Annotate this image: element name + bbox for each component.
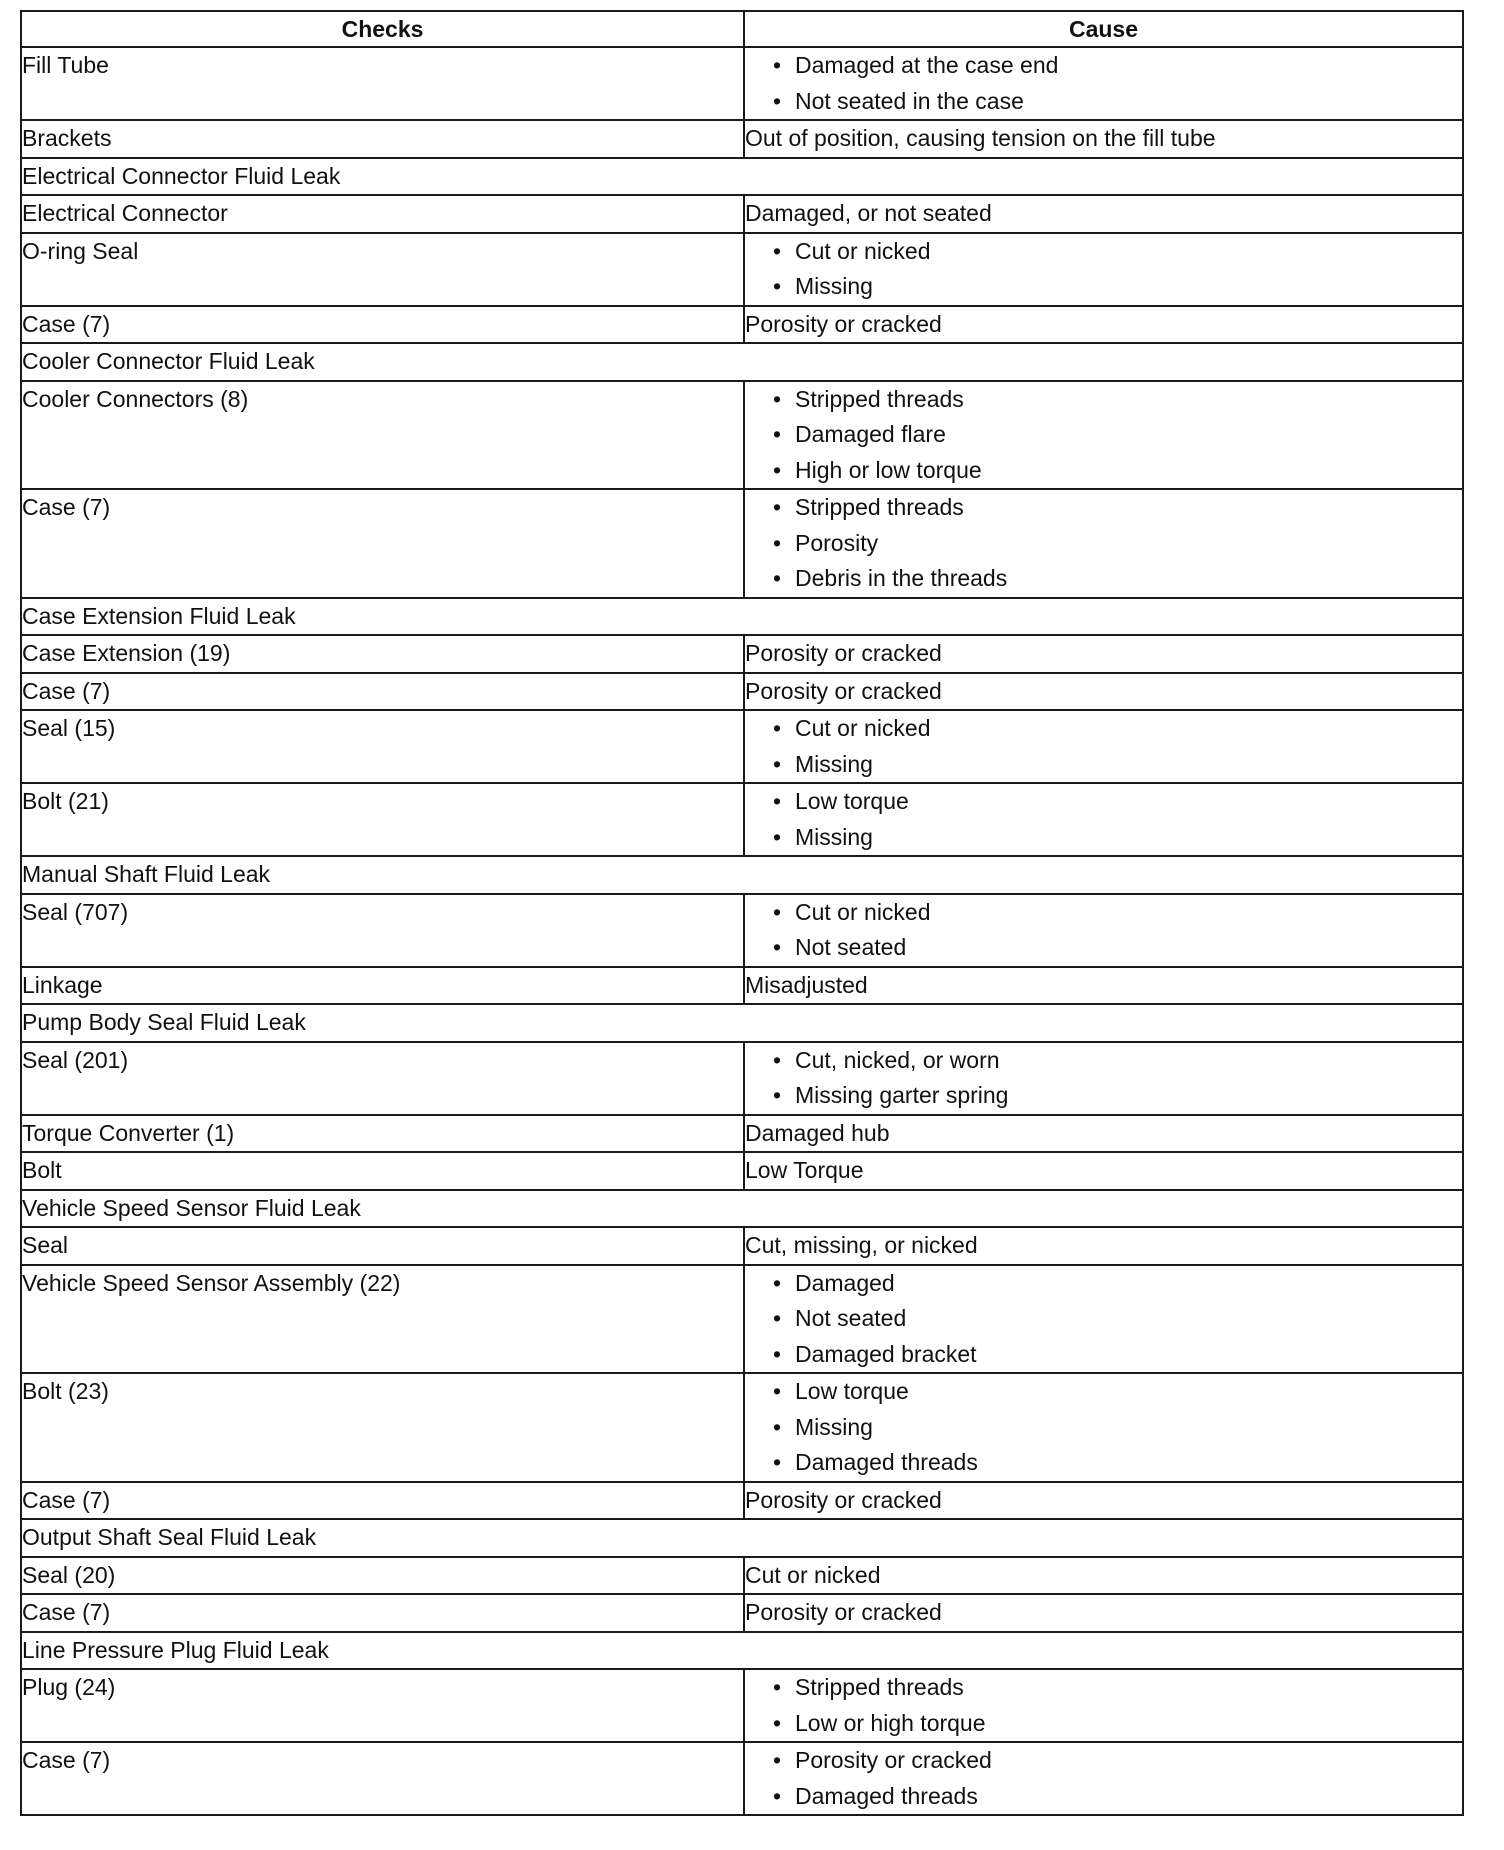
table-row — [21, 381, 1463, 490]
table-row — [21, 195, 1463, 233]
cause-list-item: • Damaged threads — [773, 1779, 1462, 1815]
cause-list-item: • Damaged at the case end — [773, 48, 1462, 84]
cause-list-item: • Not seated in the case — [773, 84, 1462, 120]
table-row — [21, 1594, 1463, 1632]
cause-list — [745, 1743, 1462, 1814]
cause-header: Cause — [744, 11, 1463, 47]
table-row — [21, 710, 1463, 783]
cause-list — [745, 895, 1462, 966]
table-row — [21, 1742, 1463, 1815]
cause-list-item: • Not seated — [773, 930, 1462, 966]
table-row — [21, 1042, 1463, 1115]
check-cell: Seal (20) — [21, 1557, 744, 1595]
check-cell: Case (7) — [21, 489, 744, 598]
cause-list-item: • Stripped threads — [773, 1670, 1462, 1706]
check-cell: Bolt (23) — [21, 1373, 744, 1482]
group-header-row — [21, 1190, 1463, 1228]
group-label: Electrical Connector Fluid Leak — [21, 158, 1463, 196]
cause-cell: Cut, missing, or nicked — [744, 1227, 1463, 1265]
check-cell: Brackets — [21, 120, 744, 158]
check-cell: Seal — [21, 1227, 744, 1265]
cause-list — [745, 1670, 1462, 1741]
cause-list-item: • Missing — [773, 820, 1462, 856]
check-cell: Seal (201) — [21, 1042, 744, 1115]
group-header-row — [21, 856, 1463, 894]
check-cell: Electrical Connector — [21, 195, 744, 233]
cause-list — [745, 48, 1462, 119]
cause-list-item: • Missing — [773, 269, 1462, 305]
cause-cell — [744, 381, 1463, 490]
table-row — [21, 673, 1463, 711]
check-cell: Vehicle Speed Sensor Assembly (22) — [21, 1265, 744, 1374]
table-row — [21, 120, 1463, 158]
cause-list — [745, 784, 1462, 855]
cause-cell: Porosity or cracked — [744, 1482, 1463, 1520]
diagnostic-table — [20, 10, 1464, 1816]
cause-list-item: • Missing garter spring — [773, 1078, 1462, 1114]
cause-cell — [744, 489, 1463, 598]
cause-list — [745, 382, 1462, 489]
cause-list-item: • Debris in the threads — [773, 561, 1462, 597]
cause-cell: Damaged, or not seated — [744, 195, 1463, 233]
group-label: Case Extension Fluid Leak — [21, 598, 1463, 636]
table-body — [21, 47, 1463, 1815]
table-row — [21, 233, 1463, 306]
cause-cell — [744, 710, 1463, 783]
table-row — [21, 306, 1463, 344]
check-cell: Fill Tube — [21, 47, 744, 120]
check-cell: Case (7) — [21, 1742, 744, 1815]
cause-list — [745, 1374, 1462, 1481]
check-cell: Plug (24) — [21, 1669, 744, 1742]
cause-cell — [744, 1042, 1463, 1115]
cause-cell — [744, 1669, 1463, 1742]
cause-cell: Low Torque — [744, 1152, 1463, 1190]
group-label: Line Pressure Plug Fluid Leak — [21, 1632, 1463, 1670]
table-row — [21, 1482, 1463, 1520]
cause-cell — [744, 1373, 1463, 1482]
cause-cell — [744, 1265, 1463, 1374]
checks-header: Checks — [21, 11, 744, 47]
check-cell: Linkage — [21, 967, 744, 1005]
cause-list-item: • Low or high torque — [773, 1706, 1462, 1742]
cause-cell: Porosity or cracked — [744, 673, 1463, 711]
cause-list-item: • Low torque — [773, 1374, 1462, 1410]
cause-list-item: • Cut or nicked — [773, 711, 1462, 747]
table-row — [21, 635, 1463, 673]
cause-cell — [744, 47, 1463, 120]
group-label: Cooler Connector Fluid Leak — [21, 343, 1463, 381]
cause-list-item: • Damaged flare — [773, 417, 1462, 453]
group-header-row — [21, 1632, 1463, 1670]
cause-cell — [744, 1742, 1463, 1815]
cause-list-item: • Not seated — [773, 1301, 1462, 1337]
check-cell: Case Extension (19) — [21, 635, 744, 673]
table-row — [21, 1265, 1463, 1374]
cause-cell — [744, 894, 1463, 967]
group-label: Output Shaft Seal Fluid Leak — [21, 1519, 1463, 1557]
table-row — [21, 783, 1463, 856]
table-row — [21, 1373, 1463, 1482]
cause-list-item: • Porosity — [773, 526, 1462, 562]
cause-cell — [744, 783, 1463, 856]
cause-list-item: • Porosity or cracked — [773, 1743, 1462, 1779]
header-row — [21, 11, 1463, 47]
table-row — [21, 1227, 1463, 1265]
cause-list-item: • Damaged threads — [773, 1445, 1462, 1481]
check-cell: Case (7) — [21, 306, 744, 344]
cause-list-item: • High or low torque — [773, 453, 1462, 489]
cause-cell: Porosity or cracked — [744, 1594, 1463, 1632]
table-row — [21, 47, 1463, 120]
cause-list-item: • Low torque — [773, 784, 1462, 820]
group-header-row — [21, 1519, 1463, 1557]
cause-list-item: • Stripped threads — [773, 382, 1462, 418]
cause-list-item: • Missing — [773, 747, 1462, 783]
table-row — [21, 1152, 1463, 1190]
cause-list-item: • Stripped threads — [773, 490, 1462, 526]
group-header-row — [21, 1004, 1463, 1042]
check-cell: Cooler Connectors (8) — [21, 381, 744, 490]
group-label: Pump Body Seal Fluid Leak — [21, 1004, 1463, 1042]
check-cell: Seal (15) — [21, 710, 744, 783]
cause-list — [745, 234, 1462, 305]
group-header-row — [21, 343, 1463, 381]
check-cell: Bolt (21) — [21, 783, 744, 856]
cause-list-item: • Cut or nicked — [773, 895, 1462, 931]
cause-list-item: • Damaged — [773, 1266, 1462, 1302]
cause-list — [745, 1043, 1462, 1114]
check-cell: Case (7) — [21, 673, 744, 711]
cause-cell: Out of position, causing tension on the fill tube — [744, 120, 1463, 158]
cause-cell: Misadjusted — [744, 967, 1463, 1005]
check-cell: Bolt — [21, 1152, 744, 1190]
table-row — [21, 967, 1463, 1005]
group-header-row — [21, 158, 1463, 196]
table-row — [21, 489, 1463, 598]
check-cell: Case (7) — [21, 1482, 744, 1520]
cause-cell: Porosity or cracked — [744, 635, 1463, 673]
cause-list — [745, 711, 1462, 782]
group-label: Vehicle Speed Sensor Fluid Leak — [21, 1190, 1463, 1228]
check-cell: Torque Converter (1) — [21, 1115, 744, 1153]
cause-cell — [744, 233, 1463, 306]
table-row — [21, 1115, 1463, 1153]
cause-list-item: • Cut or nicked — [773, 234, 1462, 270]
check-cell: Seal (707) — [21, 894, 744, 967]
table-row — [21, 894, 1463, 967]
cause-list-item: • Cut, nicked, or worn — [773, 1043, 1462, 1079]
cause-cell: Porosity or cracked — [744, 306, 1463, 344]
table-row — [21, 1557, 1463, 1595]
cause-cell: Damaged hub — [744, 1115, 1463, 1153]
table-row — [21, 1669, 1463, 1742]
cause-cell: Cut or nicked — [744, 1557, 1463, 1595]
check-cell: O-ring Seal — [21, 233, 744, 306]
cause-list — [745, 490, 1462, 597]
check-cell: Case (7) — [21, 1594, 744, 1632]
group-label: Manual Shaft Fluid Leak — [21, 856, 1463, 894]
group-header-row — [21, 598, 1463, 636]
cause-list-item: • Missing — [773, 1410, 1462, 1446]
cause-list-item: • Damaged bracket — [773, 1337, 1462, 1373]
cause-list — [745, 1266, 1462, 1373]
